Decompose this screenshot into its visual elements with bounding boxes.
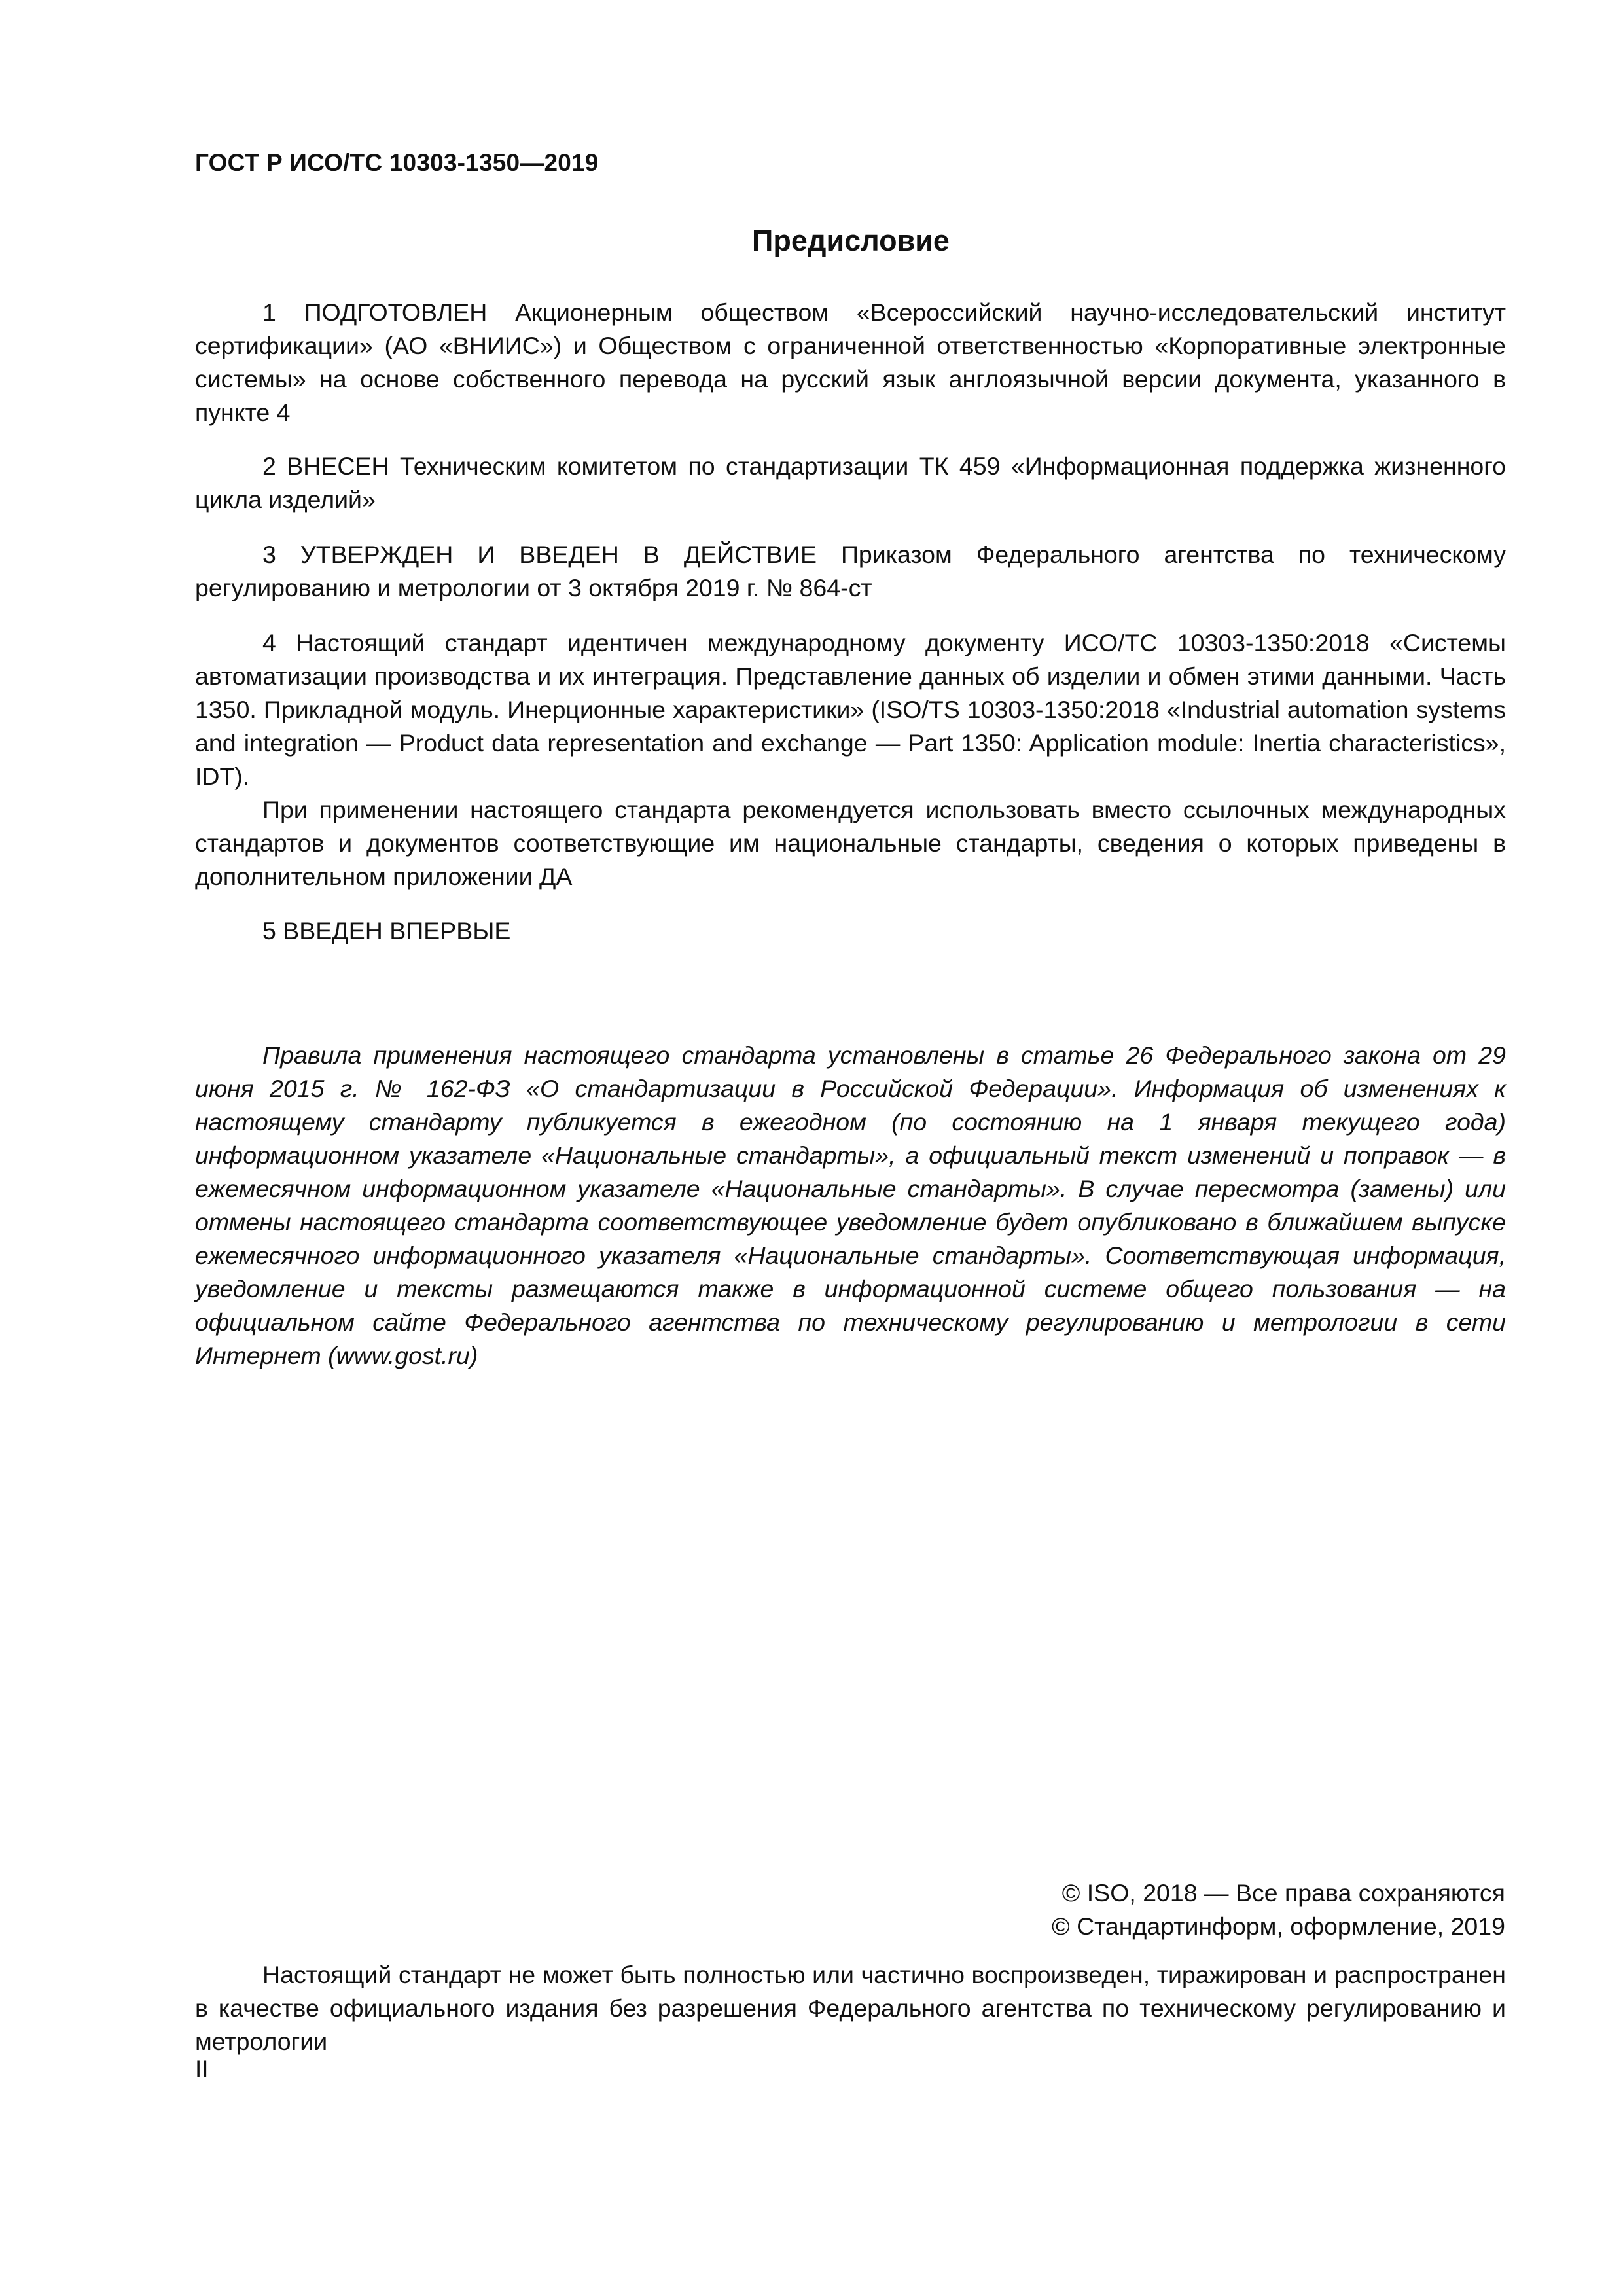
page-number: II	[195, 2056, 209, 2083]
section-2-text: 2 ВНЕСЕН Техническим комитетом по стандартизации ТК 459 «Информационная поддержка жизненного цикла изделий»	[195, 452, 1506, 513]
section-4-note: При применении настоящего стандарта рекомендуется использовать вместо ссылочных международных стандартов и документов соответствующие им национальные стандарты, сведения о которых приведены в дополнительном приложении ДА	[195, 796, 1506, 890]
section-4-text: 4 Настоящий стандарт идентичен международному документу ИСО/ТС 10303-1350:2018 «Системы автоматизации производства и их интеграция. Представление данных об изделии и обмен этими данными. Часть 1350. Прикладной модуль. Инерционные характеристики» (ISO/TS 10303-1350:2018 «Industrial automation systems and integration — Product data representation and exchange — Part 1350: Application module: Inertia characteristics», IDT).	[195, 629, 1506, 790]
document-header: ГОСТ Р ИСО/ТС 10303-1350—2019	[195, 149, 599, 176]
section-5	[195, 914, 1506, 948]
section-4	[195, 626, 1506, 893]
page-title: Предисловие	[752, 224, 950, 257]
rules-notice-text: Правила применения настоящего стандарта установлены в статье 26 Федерального закона от 29 июня 2015 г. № 162-ФЗ «О стандартизации в Российской Федерации». Информация об изменениях к настоящему стандарту публикуется в ежегодном (по состоянию на 1 января текущего года) информационном указателе «Национальные стандарты», а официальный текст изменений и поправок — в ежемесячном информационном указателе «Национальные стандарты». В случае пересмотра (замены) или отмены настоящего стандарта соответствующее уведомление будет опубликовано в ближайшем выпуске ежемесячного информационного указателя «Национальные стандарты». Соответствующая информация, уведомление и тексты размещаются также в информационной системе общего пользования — на официальном сайте Федерального агентства по техническому регулированию и метрологии в сети Интернет (www.gost.ru)	[195, 1041, 1506, 1369]
section-2	[195, 450, 1506, 516]
reproduction-notice-text: Настоящий стандарт не может быть полностью или частично воспроизведен, тиражирован и распространен в качестве официального издания без разрешения Федерального агентства по техническому регулированию и метрологии	[195, 1961, 1506, 2055]
copyright-block	[1052, 1876, 1505, 1943]
section-3-text: 3 УТВЕРЖДЕН И ВВЕДЕН В ДЕЙСТВИЕ Приказом Федерального агентства по техническому регулированию и метрологии от 3 октября 2019 г. № 864-ст	[195, 541, 1506, 601]
section-1	[195, 296, 1506, 429]
section-3	[195, 538, 1506, 605]
rules-notice	[195, 1039, 1506, 1372]
section-5-text: 5 ВВЕДЕН ВПЕРВЫЕ	[262, 917, 511, 944]
copyright-standartinform: © Стандартинформ, оформление, 2019	[1052, 1912, 1505, 1940]
reproduction-notice	[195, 1958, 1506, 2058]
section-1-text: 1 ПОДГОТОВЛЕН Акционерным обществом «Всероссийский научно-исследовательский институт сертификации» (АО «ВНИИС») и Обществом с ограниченной ответственностью «Корпоративные электронные системы» на основе собственного перевода на русский язык англоязычной версии документа, указанного в пункте 4	[195, 298, 1506, 426]
copyright-iso: © ISO, 2018 — Все права сохраняются	[1061, 1879, 1505, 1907]
